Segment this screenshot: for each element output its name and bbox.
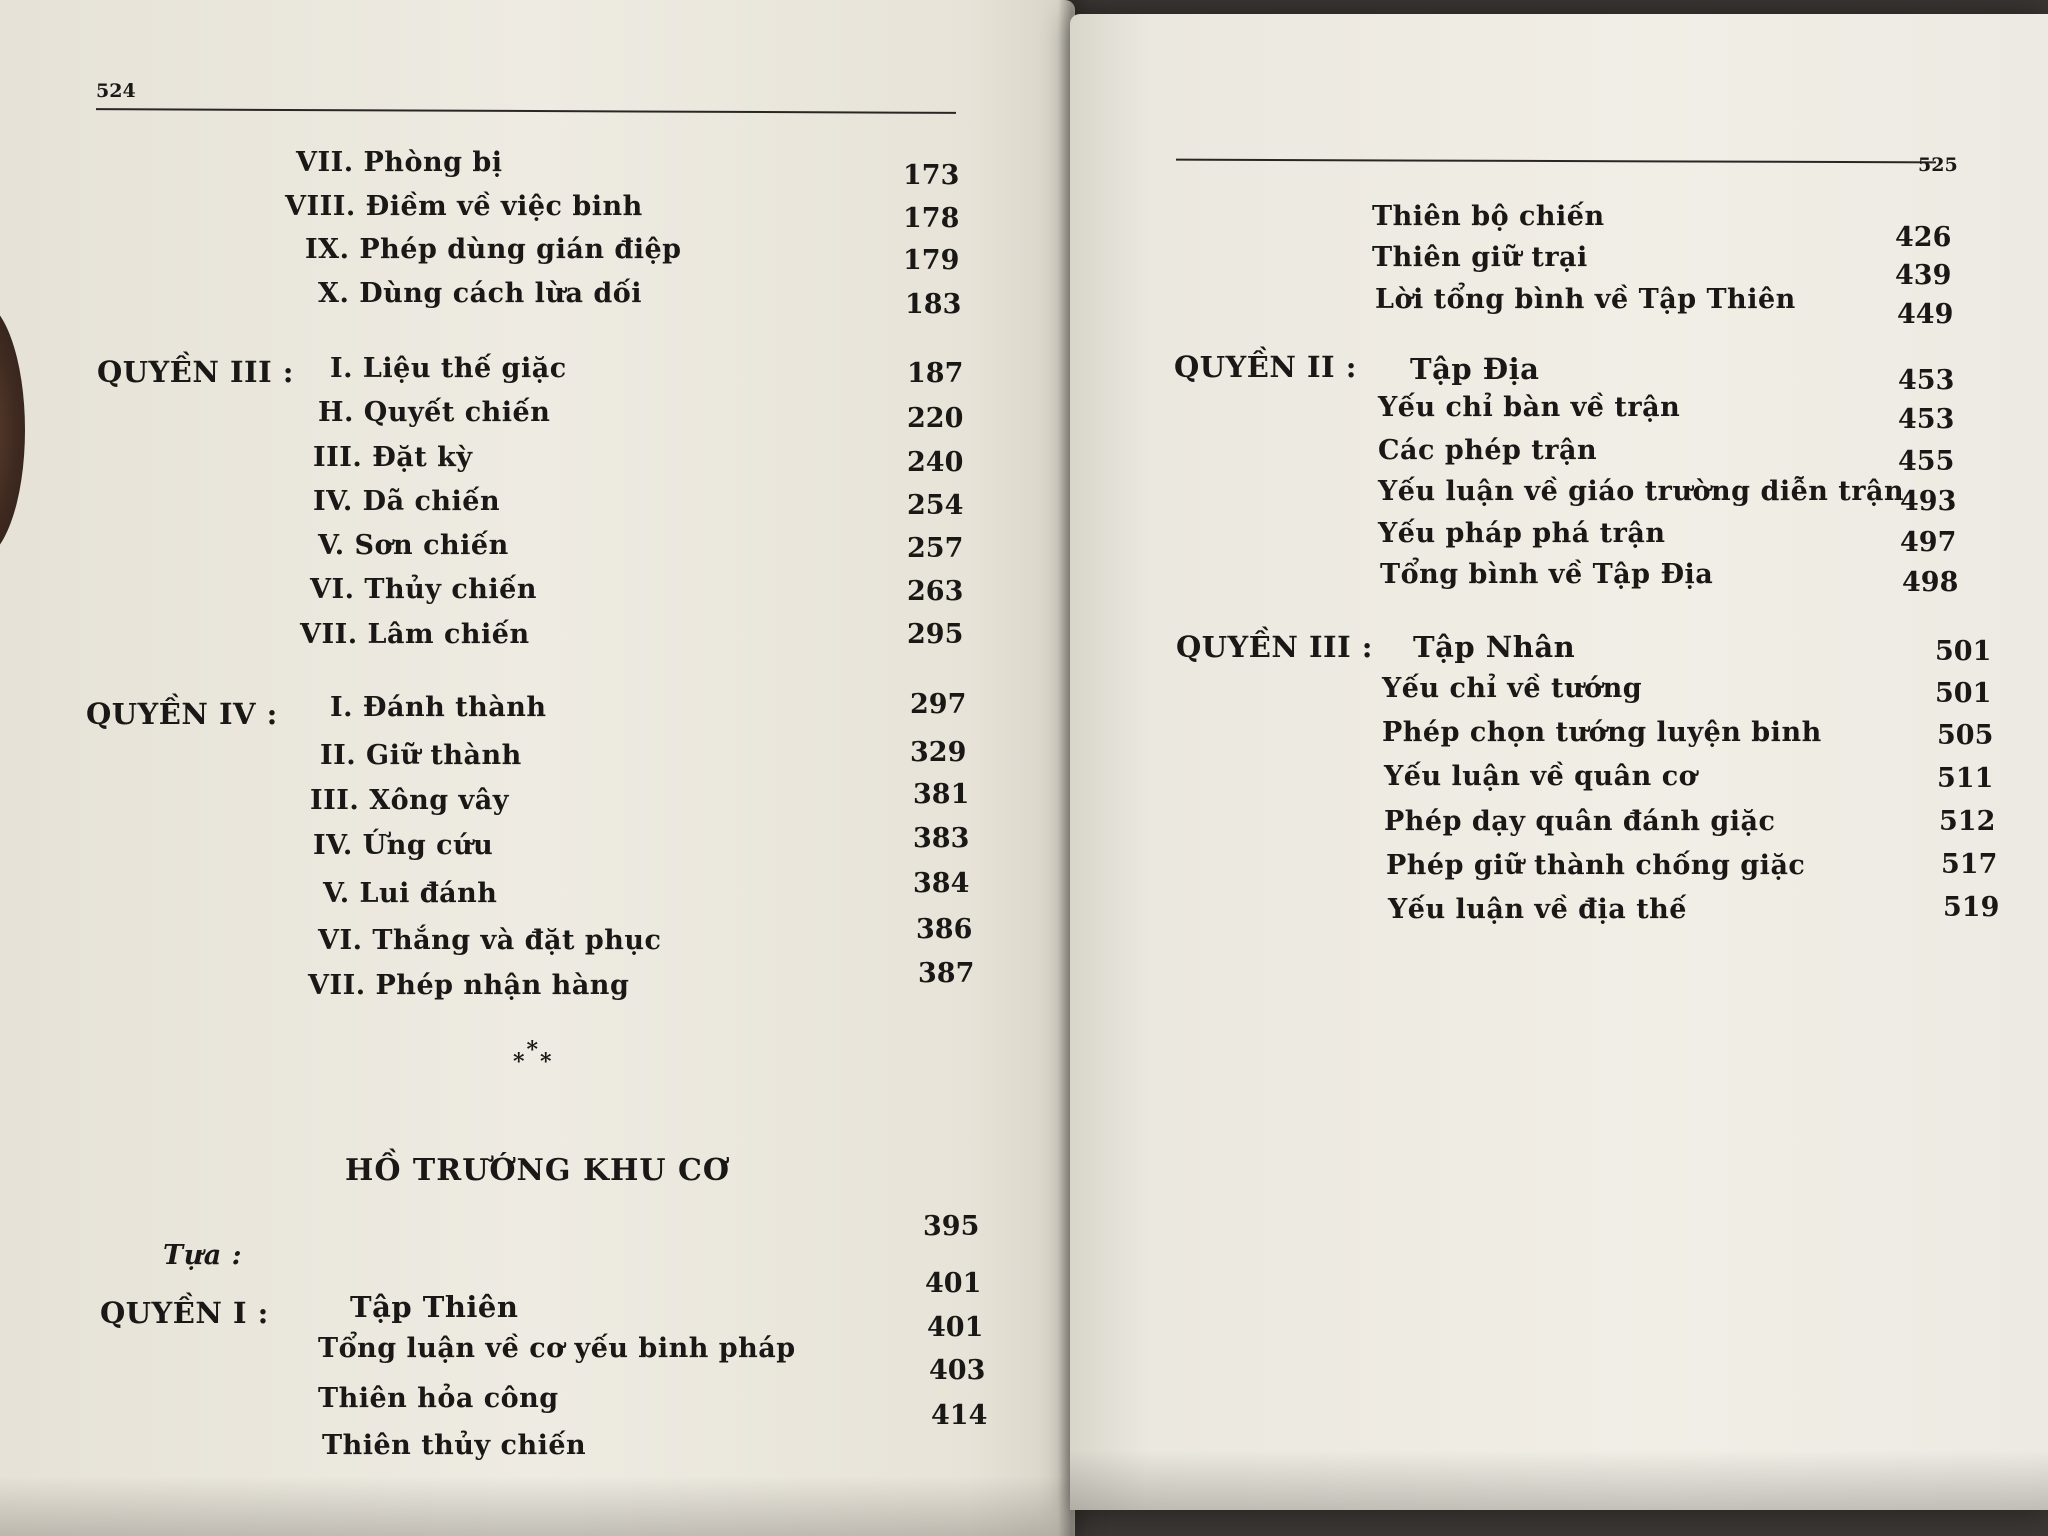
toc-page: 519 (1943, 892, 2000, 923)
toc-page: 449 (1897, 299, 1954, 330)
toc-page: 240 (907, 447, 964, 478)
separator-stars: *** (513, 1037, 554, 1075)
header-rule-right (1176, 159, 1936, 164)
toc-page: 497 (1900, 527, 1957, 558)
toc-page: 179 (903, 245, 960, 276)
toc-entry: Yếu chỉ bàn về trận (1378, 392, 1681, 423)
toc-entry: Thiên giữ trại (1372, 242, 1588, 273)
toc-page: 257 (907, 533, 964, 564)
toc-entry: Phép chọn tướng luyện binh (1382, 717, 1822, 748)
volume-label: QUYỀN I : (100, 1296, 269, 1330)
toc-page: 220 (907, 403, 964, 434)
volume-heading: Tập Địa (1410, 352, 1540, 386)
toc-entry: II. Giữ thành (320, 740, 522, 771)
toc-entry: V. Sơn chiến (318, 530, 509, 561)
toc-entry: Thiên bộ chiến (1372, 201, 1605, 232)
toc-entry: IX. Phép dùng gián điệp (305, 234, 682, 265)
toc-entry: Yếu luận về địa thế (1388, 894, 1687, 925)
toc-entry: VII. Lâm chiến (300, 619, 530, 650)
toc-entry: VI. Thắng và đặt phục (318, 925, 662, 956)
toc-entry: Thiên hỏa công (318, 1383, 559, 1414)
toc-entry: Yếu luận về quân cơ (1384, 761, 1698, 792)
section-title: HỒ TRƯỚNG KHU CƠ (345, 1153, 730, 1188)
toc-page: 187 (907, 358, 964, 389)
toc-page: 455 (1898, 446, 1955, 477)
toc-page: 387 (918, 958, 975, 989)
toc-entry: X. Dùng cách lừa dối (318, 278, 643, 309)
toc-page: 401 (927, 1312, 984, 1343)
toc-entry: Yếu luận về giáo trường diễn trận (1378, 476, 1905, 507)
toc-page: 517 (1941, 849, 1998, 880)
toc-page: 383 (913, 823, 970, 854)
toc-entry: IV. Ứng cứu (313, 830, 494, 861)
toc-entry: Thiên thủy chiến (322, 1430, 587, 1461)
toc-page: 395 (923, 1211, 980, 1242)
toc-page: 401 (925, 1268, 982, 1299)
toc-page: 263 (907, 576, 964, 607)
toc-entry: H. Quyết chiến (318, 397, 551, 428)
toc-page: 297 (910, 689, 967, 720)
toc-page: 414 (931, 1400, 988, 1431)
toc-page: 501 (1935, 678, 1992, 709)
toc-entry: VII. Phép nhận hàng (308, 970, 630, 1001)
volume-label: QUYỀN III : (97, 355, 294, 389)
toc-page: 329 (910, 737, 967, 768)
preface-label: Tựa : (163, 1240, 243, 1271)
toc-entry: III. Đặt kỳ (313, 442, 473, 473)
toc-page: 183 (905, 289, 962, 320)
toc-page: 505 (1937, 720, 1994, 751)
toc-page: 173 (903, 160, 960, 191)
toc-page: 386 (916, 914, 973, 945)
toc-entry: Phép giữ thành chống giặc (1386, 850, 1806, 881)
toc-page: 512 (1939, 806, 1996, 837)
toc-page: 439 (1895, 260, 1952, 291)
toc-entry: Tổng luận về cơ yếu binh pháp (318, 1333, 796, 1364)
toc-entry: Phép dạy quân đánh giặc (1384, 806, 1776, 837)
toc-entry: III. Xông vây (310, 785, 509, 816)
right-page (1070, 14, 2048, 1510)
toc-page: 493 (1900, 486, 1957, 517)
toc-entry: Yếu pháp phá trận (1378, 518, 1666, 549)
toc-entry: VII. Phòng bị (296, 147, 503, 178)
toc-page: 501 (1935, 636, 1992, 667)
toc-entry: V. Lui đánh (323, 878, 498, 909)
toc-page: 453 (1898, 404, 1955, 435)
toc-entry: VIII. Điềm về việc binh (285, 191, 643, 222)
page-number-left: 524 (96, 80, 136, 102)
toc-page: 426 (1895, 222, 1952, 253)
volume-label: QUYỀN IV : (86, 697, 278, 731)
thumb (0, 300, 25, 560)
toc-page: 178 (903, 203, 960, 234)
toc-entry: I. Liệu thế giặc (330, 353, 567, 384)
page-number-right: 525 (1918, 154, 1958, 176)
header-rule-left (96, 108, 956, 114)
toc-page: 254 (907, 490, 964, 521)
toc-entry: Các phép trận (1378, 435, 1598, 466)
toc-page: 511 (1937, 763, 1994, 794)
toc-entry: IV. Dã chiến (313, 486, 501, 517)
volume-label: QUYỀN II : (1174, 350, 1357, 384)
toc-entry: I. Đánh thành (330, 692, 547, 723)
toc-page: 403 (929, 1355, 986, 1386)
toc-page: 295 (907, 619, 964, 650)
toc-entry: Yếu chỉ về tướng (1382, 673, 1643, 704)
toc-page: 384 (913, 868, 970, 899)
volume-heading: Tập Nhân (1413, 630, 1576, 664)
toc-page: 498 (1902, 567, 1959, 598)
toc-entry: Lời tổng bình về Tập Thiên (1375, 284, 1796, 315)
toc-entry: Tổng bình về Tập Địa (1380, 559, 1714, 590)
toc-page: 453 (1898, 365, 1955, 396)
volume-label: QUYỀN III : (1176, 630, 1373, 664)
volume-heading: Tập Thiên (350, 1290, 519, 1324)
toc-entry: VI. Thủy chiến (310, 574, 537, 605)
toc-page: 381 (913, 779, 970, 810)
